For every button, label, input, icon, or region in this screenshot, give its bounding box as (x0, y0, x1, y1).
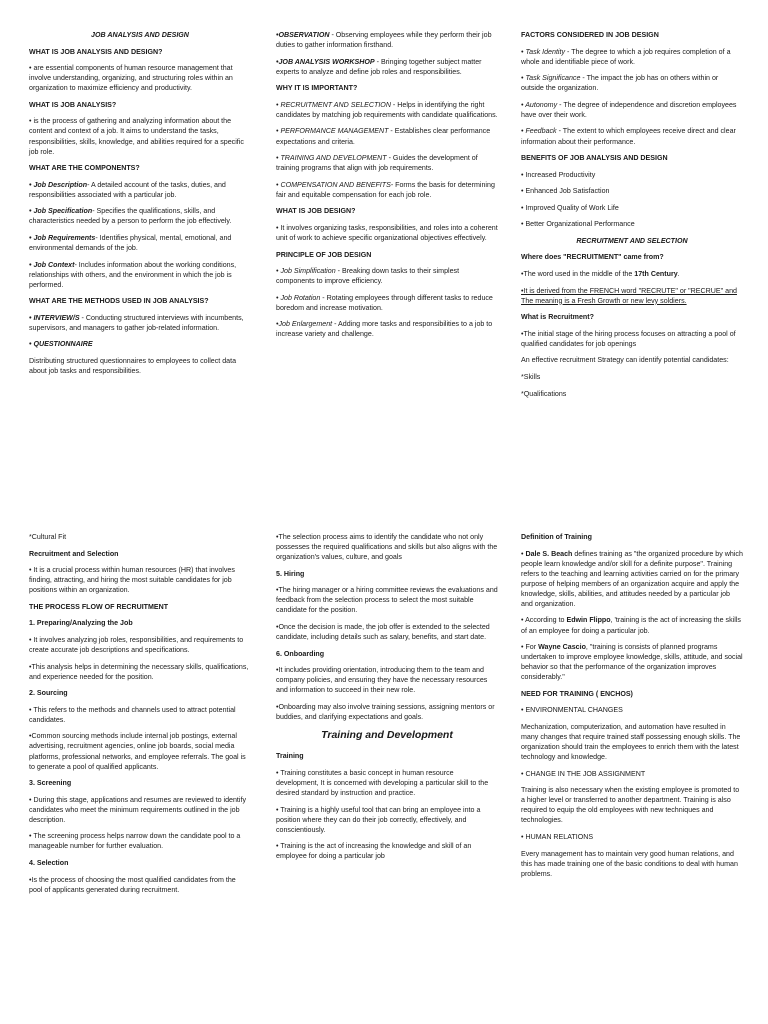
paragraph: Distributing structured questionnaires to employees to collect data about job tasks and responsibilities. (29, 357, 237, 376)
heading: WHAT IS JOB ANALYSIS AND DESIGN? (29, 47, 163, 56)
paragraph: •It is derived from the FRENCH word "RECRUTE" or "RECRUE" and The meaning is a Fresh Growth or new levy soldiers. (521, 286, 737, 305)
paragraph: • Training is a highly useful tool that can bring an employee into a position where they can do their job correctly, effectively, and conscientiously. (276, 805, 481, 834)
heading: NEED FOR TRAINING ( ENCHOS) (521, 689, 633, 698)
section-title: Training and Development (321, 729, 453, 742)
paragraph: •The word used in the middle of the 17th Century. (521, 270, 680, 278)
list-item: • Task Significance - The impact the job has on others within or outside the organization. (521, 74, 719, 93)
column-factors-recruitment (521, 30, 743, 405)
list-item: • Feedback - The extent to which employees receive direct and clear information about their performance. (521, 127, 736, 146)
column-job-analysis (29, 30, 251, 383)
list-item: *Cultural Fit (29, 533, 67, 541)
heading: PRINCIPLE OF JOB DESIGN (276, 250, 372, 259)
list-item: • Job Simplification - Breaking down tasks to their simplest components to improve efficiency. (276, 267, 460, 286)
paragraph: • Dale S. Beach defines training as "the organized procedure by which people learn knowledge and/or skill for a definite purpose". Training refers to the teaching and learning activities carried on for the primary purpose of helping members of an organization acquire and apply the knowledge, skills, abilities, and attitudes needed by a particular job and organization. (521, 549, 743, 608)
paragraph: •The selection process aims to identify the candidate who not only possesses the required qualifications and skills but also aligns with the organization's values, culture, and goals (276, 533, 498, 562)
column-hiring-training (276, 532, 498, 868)
paragraph: • The screening process helps narrow down the candidate pool to a manageable number for further evaluation. (29, 832, 241, 851)
heading: WHY IT IS IMPORTANT? (276, 84, 358, 93)
list-item: *Qualifications (521, 389, 567, 398)
heading: THE PROCESS FLOW OF RECRUITMENT (29, 602, 169, 611)
heading: 5. Hiring (276, 569, 305, 578)
heading: Recruitment and Selection (29, 549, 119, 558)
paragraph: • It involves organizing tasks, responsibilities, and roles into a coherent unit of work to achieve specific organizational objectives effectively. (276, 223, 498, 242)
list-item: *Skills (521, 372, 541, 381)
list-item: • Job Description- A detailed account of the tasks, duties, and responsibilities associated with a particular job. (29, 180, 226, 199)
heading: WHAT ARE THE COMPONENTS? (29, 164, 140, 173)
paragraph: • are essential components of human resource management that involve understanding, organizing, and structuring roles within an organization to maximize efficiency and productivity. (29, 64, 233, 93)
column-job-design (276, 30, 498, 346)
heading: WHAT ARE THE METHODS USED IN JOB ANALYSIS? (29, 297, 209, 306)
heading: 3. Screening (29, 779, 72, 788)
paragraph: • According to Edwin Flippo, 'training is the act of increasing the skills of an employee for doing a particular job. (521, 616, 741, 635)
list-item: • TRAINING AND DEVELOPMENT - Guides the development of training programs that align with job requirements. (276, 154, 478, 173)
heading: FACTORS CONSIDERED IN JOB DESIGN (521, 31, 659, 39)
list-item: • PERFORMANCE MANAGEMENT - Establishes clear performance expectations and criteria. (276, 127, 491, 146)
heading: 4. Selection (29, 859, 69, 867)
list-item: • Increased Productivity (521, 170, 596, 179)
paragraph: •The initial stage of the hiring process focuses on attracting a pool of qualified candidates for job openings (521, 329, 736, 348)
paragraph: Mechanization, computerization, and automation have resulted in many changes that require trained staff possessing enough skills. The organization should train the employees to enrich them with the latest technology and knowledge. (521, 722, 741, 762)
paragraph: •Once the decision is made, the job offer is extended to the selected candidate, including details such as salary, benefits, and start date. (276, 622, 490, 641)
list-item: • HUMAN RELATIONS (521, 833, 594, 841)
list-item: • Job Context- Includes information about the working conditions, relationships with others, and the environment in which the job is performed. (29, 260, 237, 289)
list-item: • QUESTIONNAIRE (29, 340, 93, 349)
paragraph: •Onboarding may also involve training sessions, assigning mentors or buddies, and clarifying expectations and goals. (276, 702, 495, 721)
paragraph: • This refers to the methods and channels used to attract potential candidates. (29, 705, 236, 724)
heading: 2. Sourcing (29, 689, 68, 698)
paragraph: • During this stage, applications and resumes are reviewed to identify candidates who meet the minimum requirements outlined in the job description. (29, 795, 246, 824)
list-item: • Job Rotation - Rotating employees through different tasks to reduce boredom and increase motivation. (276, 293, 493, 312)
list-item: • Improved Quality of Work Life (521, 203, 619, 212)
list-item: • Enhanced Job Satisfaction (521, 187, 610, 196)
list-item: • Better Organizational Performance (521, 220, 635, 229)
paragraph: •This analysis helps in determining the necessary skills, qualifications, and experience needed for the position. (29, 662, 249, 681)
list-item: • RECRUITMENT AND SELECTION - Helps in identifying the right candidates by matching job requirements with candidate qualifications. (276, 100, 498, 119)
list-item: •JOB ANALYSIS WORKSHOP - Bringing together subject matter experts to analyze and define job roles and responsibilities. (276, 57, 482, 76)
list-item: • Autonomy - The degree of independence and discretion employees have over their work. (521, 100, 737, 119)
list-item: •Job Enlargement - Adding more tasks and responsibilities to a job to increase variety and challenge. (276, 320, 493, 339)
paragraph: • Training constitutes a basic concept in human resource development, It is concerned with developing a particular skill to the desired standard by instruction and practice. (276, 768, 489, 798)
paragraph: •Is the process of choosing the most qualified candidates from the pool of applicants generated during recruitment. (29, 875, 236, 894)
paragraph: Every management has to maintain very good human relations, and this has made training one of the basic conditions to deal with human problems. (521, 849, 738, 878)
section-title: RECRUITMENT AND SELECTION (576, 236, 688, 245)
heading: WHAT IS JOB ANALYSIS? (29, 100, 117, 109)
column-recruitment-flow (29, 532, 251, 901)
heading: 1. Preparing/Analyzing the Job (29, 619, 133, 628)
paragraph: An effective recruitment Strategy can identify potential candidates: (521, 356, 729, 365)
heading: Definition of Training (521, 533, 592, 541)
column-training-definition (521, 532, 743, 885)
heading: Where does "RECRUITMENT" came from? (521, 253, 664, 262)
list-item: •OBSERVATION - Observing employees while they perform their job duties to gather information firsthand. (276, 31, 492, 50)
list-item: • Job Requirements- Identifies physical, mental, emotional, and environmental demands of the job. (29, 233, 232, 252)
heading: WHAT IS JOB DESIGN? (276, 207, 356, 216)
paragraph: •It includes providing orientation, introducing them to the team and company policies, and ensuring they have the necessary resources and information to succeed in their new role. (276, 666, 488, 695)
paragraph: • It is a crucial process within human resources (HR) that involves finding, attracting, and hiring the most suitable candidates for job positions within an organization. (29, 566, 235, 595)
list-item: • Task Identity - The degree to which a job requires completion of a whole and identifiable piece of work. (521, 47, 731, 66)
paragraph: Training is also necessary when the existing employee is promoted to a higher level or transferred to another department. Training is also required to equip the old employees with new techniques and technologies. (521, 786, 740, 825)
list-item: • INTERVIEW/S - Conducting structured interviews with incumbents, supervisors, and managers to gather job-related information. (29, 313, 244, 332)
paragraph: •The hiring manager or a hiring committee reviews the evaluations and feedback from the selection process to select the most suitable candidate for the position. (276, 586, 498, 615)
list-item: • Job Specification- Specifies the qualifications, skills, and characteristics needed by a person to perform the job effectively. (29, 207, 232, 226)
paragraph: • is the process of gathering and analyzing information about the content and context of a job. It aims to understand the tasks, responsibilities, skills, knowledge, and abilities required for a specific job role. (29, 117, 244, 156)
paragraph: • For Wayne Cascio, "training is consists of planned programs undertaken to improve employee knowledge, skills, attitude, and social behavior so that the performance of the organization improves considerably." (521, 643, 743, 682)
paragraph: • It involves analyzing job roles, responsibilities, and requirements to create accurate job descriptions and specifications. (29, 635, 244, 654)
paragraph: • Training is the act of increasing the knowledge and skill of an employee for doing a particular job (276, 842, 472, 861)
paragraph: •Common sourcing methods include internal job postings, external advertising, recruitment agencies, online job boards, social media platforms, professional networks, and employee referrals. The goal is to generate a pool of qualified applicants. (29, 732, 246, 771)
heading: BENEFITS OF JOB ANALYSIS AND DESIGN (521, 154, 668, 163)
heading: What is Recruitment? (521, 313, 594, 322)
section-title: JOB ANALYSIS AND DESIGN (91, 31, 189, 39)
list-item: • ENVIRONMENTAL CHANGES (521, 706, 623, 715)
heading: 6. Onboarding (276, 649, 325, 658)
list-item: • CHANGE IN THE JOB ASSIGNMENT (521, 769, 646, 778)
heading: Training (276, 752, 304, 761)
list-item: • COMPENSATION AND BENEFITS- Forms the basis for determining fair and equitable compensation for each job role. (276, 180, 495, 199)
